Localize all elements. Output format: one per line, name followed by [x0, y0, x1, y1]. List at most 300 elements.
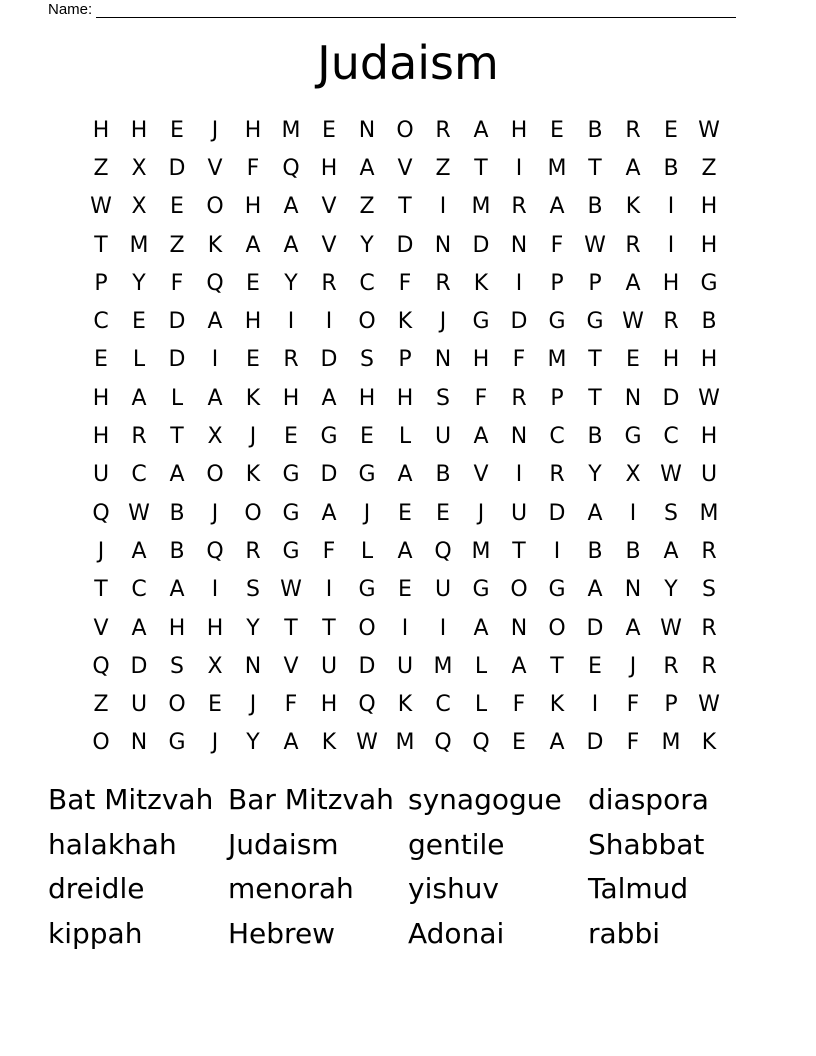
grid-letter: V: [207, 155, 223, 181]
grid-letter: W: [90, 194, 112, 220]
grid-letter: I: [325, 577, 333, 603]
grid-letter: N: [130, 730, 148, 756]
grid-letter: A: [207, 385, 223, 411]
grid-letter: V: [321, 194, 337, 220]
grid-letter: V: [283, 653, 299, 679]
grid-letter: X: [131, 155, 147, 181]
grid-letter: M: [281, 117, 301, 143]
grid-letter: M: [471, 538, 491, 564]
grid-letter: C: [131, 462, 147, 488]
word-bank-item: kippah: [48, 916, 143, 950]
grid-letter: O: [206, 194, 224, 220]
grid-letter: H: [358, 385, 376, 411]
grid-letter: H: [700, 232, 718, 258]
grid-letter: F: [626, 730, 640, 756]
grid-letter: H: [320, 155, 338, 181]
grid-letter: B: [435, 462, 451, 488]
grid-letter: I: [667, 232, 675, 258]
grid-letter: C: [131, 577, 147, 603]
grid-letter: B: [169, 500, 185, 526]
grid-letter: A: [587, 577, 603, 603]
grid-letter: A: [397, 462, 413, 488]
grid-letter: G: [358, 577, 376, 603]
grid-letter: O: [206, 462, 224, 488]
grid-letter: H: [244, 117, 262, 143]
grid-letter: N: [510, 424, 528, 450]
grid-letter: E: [246, 270, 260, 296]
grid-letter: J: [249, 692, 257, 718]
grid-letter: I: [325, 309, 333, 335]
grid-letter: R: [511, 194, 527, 220]
grid-letter: S: [246, 577, 260, 603]
grid-letter: T: [322, 615, 336, 641]
grid-letter: O: [244, 500, 262, 526]
grid-letter: P: [94, 270, 108, 296]
grid-letter: O: [358, 309, 376, 335]
grid-letter: W: [698, 385, 720, 411]
grid-letter: R: [131, 424, 147, 450]
grid-letter: Z: [701, 155, 717, 181]
grid-letter: W: [128, 500, 150, 526]
grid-letter: N: [434, 232, 452, 258]
grid-letter: Z: [359, 194, 375, 220]
grid-letter: H: [244, 194, 262, 220]
grid-letter: C: [549, 424, 565, 450]
grid-letter: O: [548, 615, 566, 641]
grid-letter: J: [249, 424, 257, 450]
grid-letter: W: [660, 615, 682, 641]
grid-letter: J: [97, 538, 105, 564]
grid-letter: G: [548, 309, 566, 335]
grid-letter: E: [246, 347, 260, 373]
grid-letter: D: [320, 347, 338, 373]
grid-letter: H: [92, 117, 110, 143]
grid-letter: U: [92, 462, 110, 488]
grid-letter: K: [397, 309, 413, 335]
grid-letter: U: [700, 462, 718, 488]
page-title: Judaism: [317, 36, 499, 90]
word-bank-item: dreidle: [48, 872, 145, 905]
grid-letter: A: [321, 500, 337, 526]
grid-letter: Q: [282, 155, 300, 181]
grid-letter: W: [356, 730, 378, 756]
grid-letter: P: [664, 692, 678, 718]
grid-letter: D: [130, 653, 148, 679]
grid-letter: I: [211, 347, 219, 373]
grid-letter: C: [359, 270, 375, 296]
grid-letter: H: [700, 424, 718, 450]
grid-letter: Y: [284, 270, 298, 296]
grid-letter: D: [320, 462, 338, 488]
grid-letter: A: [131, 538, 147, 564]
grid-letter: U: [396, 653, 414, 679]
grid-letter: R: [663, 653, 679, 679]
grid-letter: U: [510, 500, 528, 526]
grid-letter: A: [397, 538, 413, 564]
grid-letter: T: [550, 653, 564, 679]
grid-letter: T: [588, 385, 602, 411]
grid-letter: M: [433, 653, 453, 679]
grid-letter: A: [359, 155, 375, 181]
grid-letter: G: [472, 309, 490, 335]
grid-letter: M: [129, 232, 149, 258]
grid-letter: P: [550, 270, 564, 296]
grid-letter: A: [587, 500, 603, 526]
grid-letter: F: [626, 692, 640, 718]
grid-letter: D: [586, 730, 604, 756]
grid-letter: H: [320, 692, 338, 718]
name-blank-line: [96, 3, 736, 18]
grid-letter: T: [94, 577, 108, 603]
word-bank-item: Adonai: [408, 916, 505, 950]
grid-letter: D: [358, 653, 376, 679]
grid-letter: H: [92, 385, 110, 411]
grid-letter: A: [131, 385, 147, 411]
grid-letter: B: [663, 155, 679, 181]
grid-letter: T: [284, 615, 298, 641]
grid-letter: D: [168, 155, 186, 181]
grid-letter: D: [168, 309, 186, 335]
grid-letter: G: [548, 577, 566, 603]
grid-letter: K: [625, 194, 641, 220]
grid-letter: O: [358, 615, 376, 641]
grid-letter: E: [588, 653, 602, 679]
grid-letter: U: [434, 577, 452, 603]
grid-letter: I: [667, 194, 675, 220]
grid-letter: A: [169, 462, 185, 488]
grid-letter: A: [549, 730, 565, 756]
word-bank-item: diaspora: [588, 783, 709, 816]
grid-letter: E: [284, 424, 298, 450]
word-bank-item: Judaism: [228, 827, 339, 861]
grid-letter: I: [515, 462, 523, 488]
grid-letter: B: [587, 194, 603, 220]
word-bank-item: Talmud: [588, 872, 689, 905]
grid-letter: N: [510, 615, 528, 641]
grid-letter: H: [130, 117, 148, 143]
grid-letter: T: [588, 155, 602, 181]
grid-letter: H: [282, 385, 300, 411]
name-label: Name:: [48, 1, 93, 18]
grid-letter: F: [170, 270, 184, 296]
grid-letter: E: [512, 730, 526, 756]
grid-letter: D: [662, 385, 680, 411]
grid-letter: E: [398, 500, 412, 526]
grid-letter: J: [211, 117, 219, 143]
grid-letter: W: [660, 462, 682, 488]
grid-letter: K: [245, 462, 261, 488]
grid-letter: R: [245, 538, 261, 564]
grid-letter: A: [663, 538, 679, 564]
grid-letter: V: [321, 232, 337, 258]
grid-letter: P: [398, 347, 412, 373]
grid-letter: I: [439, 194, 447, 220]
grid-letter: Y: [246, 615, 260, 641]
grid-letter: R: [283, 347, 299, 373]
grid-letter: A: [207, 309, 223, 335]
grid-letter: G: [168, 730, 186, 756]
grid-letter: I: [287, 309, 295, 335]
grid-letter: W: [280, 577, 302, 603]
grid-letter: T: [170, 424, 184, 450]
grid-letter: F: [284, 692, 298, 718]
grid-letter: E: [436, 500, 450, 526]
grid-letter: R: [435, 270, 451, 296]
grid-letter: I: [401, 615, 409, 641]
grid-letter: N: [358, 117, 376, 143]
grid-letter: E: [398, 577, 412, 603]
grid-letter: A: [283, 730, 299, 756]
grid-letter: T: [474, 155, 488, 181]
grid-letter: R: [625, 117, 641, 143]
grid-letter: Q: [206, 270, 224, 296]
grid-letter: Q: [92, 653, 110, 679]
grid-letter: I: [591, 692, 599, 718]
grid-letter: R: [321, 270, 337, 296]
grid-letter: U: [320, 653, 338, 679]
grid-letter: L: [474, 692, 488, 718]
grid-letter: J: [439, 309, 447, 335]
grid-letter: Z: [435, 155, 451, 181]
grid-letter: H: [662, 347, 680, 373]
word-bank-item: gentile: [408, 827, 505, 861]
grid-letter: V: [473, 462, 489, 488]
grid-letter: R: [701, 653, 717, 679]
grid-letter: A: [245, 232, 261, 258]
grid-letter: K: [549, 692, 565, 718]
grid-letter: R: [511, 385, 527, 411]
grid-letter: L: [398, 424, 412, 450]
grid-letter: Y: [246, 730, 260, 756]
grid-letter: D: [472, 232, 490, 258]
grid-letter: D: [168, 347, 186, 373]
grid-letter: Z: [169, 232, 185, 258]
grid-letter: C: [93, 309, 109, 335]
grid-letter: N: [624, 385, 642, 411]
grid-letter: L: [474, 653, 488, 679]
grid-letter: M: [699, 500, 719, 526]
grid-letter: A: [283, 194, 299, 220]
grid-letter: H: [244, 309, 262, 335]
grid-letter: C: [663, 424, 679, 450]
grid-letter: E: [208, 692, 222, 718]
grid-letter: Q: [358, 692, 376, 718]
grid-letter: D: [586, 615, 604, 641]
grid-letter: A: [131, 615, 147, 641]
grid-letter: P: [588, 270, 602, 296]
grid-letter: E: [132, 309, 146, 335]
grid-letter: R: [549, 462, 565, 488]
grid-letter: R: [663, 309, 679, 335]
grid-letter: R: [625, 232, 641, 258]
grid-letter: K: [701, 730, 717, 756]
grid-letter: W: [698, 692, 720, 718]
grid-letter: A: [625, 615, 641, 641]
grid-letter: E: [170, 194, 184, 220]
grid-letter: V: [93, 615, 109, 641]
grid-letter: B: [587, 424, 603, 450]
grid-letter: G: [700, 270, 718, 296]
grid-letter: A: [473, 117, 489, 143]
grid-letter: K: [207, 232, 223, 258]
grid-letter: H: [700, 347, 718, 373]
grid-letter: Y: [132, 270, 146, 296]
word-bank-item: menorah: [228, 872, 354, 905]
grid-letter: B: [587, 538, 603, 564]
word-bank-item: Bat Mitzvah: [48, 783, 214, 816]
grid-letter: I: [629, 500, 637, 526]
grid-letter: A: [321, 385, 337, 411]
grid-letter: G: [472, 577, 490, 603]
grid-letter: X: [131, 194, 147, 220]
grid-letter: M: [471, 194, 491, 220]
grid-letter: M: [661, 730, 681, 756]
grid-letter: K: [473, 270, 489, 296]
grid-letter: Y: [664, 577, 678, 603]
grid-letter: G: [624, 424, 642, 450]
grid-letter: Q: [472, 730, 490, 756]
word-bank-item: rabbi: [588, 916, 660, 950]
grid-letter: X: [207, 653, 223, 679]
grid-letter: E: [360, 424, 374, 450]
grid-letter: D: [510, 309, 528, 335]
grid-letter: H: [206, 615, 224, 641]
grid-letter: H: [168, 615, 186, 641]
grid-letter: F: [550, 232, 564, 258]
grid-letter: A: [473, 615, 489, 641]
grid-letter: E: [550, 117, 564, 143]
grid-letter: F: [398, 270, 412, 296]
grid-letter: F: [474, 385, 488, 411]
grid-letter: K: [397, 692, 413, 718]
grid-letter: W: [622, 309, 644, 335]
grid-letter: U: [434, 424, 452, 450]
grid-letter: G: [282, 462, 300, 488]
name-field: [48, 0, 736, 18]
grid-letter: O: [510, 577, 528, 603]
grid-letter: L: [170, 385, 184, 411]
grid-letter: H: [92, 424, 110, 450]
grid-letter: A: [625, 270, 641, 296]
grid-letter: O: [168, 692, 186, 718]
word-bank: [48, 778, 768, 956]
grid-letter: E: [664, 117, 678, 143]
grid-letter: N: [434, 347, 452, 373]
grid-letter: F: [246, 155, 260, 181]
letter-grid: [82, 111, 728, 762]
grid-letter: M: [547, 347, 567, 373]
grid-letter: G: [586, 309, 604, 335]
grid-letter: G: [358, 462, 376, 488]
grid-letter: Y: [360, 232, 374, 258]
grid-letter: Q: [434, 538, 452, 564]
word-bank-item: Hebrew: [228, 916, 336, 950]
grid-letter: E: [626, 347, 640, 373]
grid-letter: A: [549, 194, 565, 220]
grid-letter: A: [169, 577, 185, 603]
grid-letter: W: [584, 232, 606, 258]
grid-letter: T: [94, 232, 108, 258]
grid-letter: E: [322, 117, 336, 143]
grid-letter: K: [321, 730, 337, 756]
grid-letter: J: [211, 500, 219, 526]
grid-letter: L: [360, 538, 374, 564]
grid-letter: I: [515, 270, 523, 296]
grid-letter: J: [211, 730, 219, 756]
grid-letter: I: [515, 155, 523, 181]
grid-letter: B: [701, 309, 717, 335]
grid-letter: S: [664, 500, 678, 526]
grid-letter: O: [396, 117, 414, 143]
grid-letter: R: [701, 615, 717, 641]
grid-letter: B: [587, 117, 603, 143]
grid-letter: W: [698, 117, 720, 143]
grid-letter: F: [322, 538, 336, 564]
grid-letter: S: [170, 653, 184, 679]
grid-letter: H: [662, 270, 680, 296]
grid-letter: N: [510, 232, 528, 258]
word-bank-item: synagogue: [408, 783, 562, 816]
grid-letter: K: [245, 385, 261, 411]
grid-letter: H: [396, 385, 414, 411]
grid-letter: V: [397, 155, 413, 181]
grid-letter: G: [282, 538, 300, 564]
grid-letter: Q: [92, 500, 110, 526]
grid-letter: Z: [93, 692, 109, 718]
grid-letter: B: [169, 538, 185, 564]
grid-letter: Q: [434, 730, 452, 756]
grid-letter: H: [510, 117, 528, 143]
grid-letter: Q: [206, 538, 224, 564]
grid-letter: M: [547, 155, 567, 181]
grid-letter: A: [473, 424, 489, 450]
grid-letter: D: [548, 500, 566, 526]
grid-letter: T: [398, 194, 412, 220]
grid-letter: D: [396, 232, 414, 258]
grid-letter: Z: [93, 155, 109, 181]
grid-letter: G: [282, 500, 300, 526]
word-bank-item: Bar Mitzvah: [228, 783, 394, 816]
grid-letter: R: [435, 117, 451, 143]
grid-letter: S: [360, 347, 374, 373]
grid-letter: S: [702, 577, 716, 603]
grid-letter: R: [701, 538, 717, 564]
grid-letter: A: [511, 653, 527, 679]
grid-letter: Y: [588, 462, 602, 488]
word-bank-item: halakhah: [48, 827, 177, 861]
grid-letter: F: [512, 692, 526, 718]
grid-letter: E: [170, 117, 184, 143]
grid-letter: A: [625, 155, 641, 181]
grid-letter: A: [283, 232, 299, 258]
grid-letter: H: [700, 194, 718, 220]
grid-letter: T: [588, 347, 602, 373]
grid-letter: I: [439, 615, 447, 641]
grid-letter: I: [211, 577, 219, 603]
grid-letter: J: [629, 653, 637, 679]
grid-letter: H: [472, 347, 490, 373]
grid-letter: X: [207, 424, 223, 450]
grid-letter: I: [553, 538, 561, 564]
grid-letter: X: [625, 462, 641, 488]
grid-letter: S: [436, 385, 450, 411]
grid-letter: J: [477, 500, 485, 526]
grid-letter: U: [130, 692, 148, 718]
grid-letter: M: [395, 730, 415, 756]
grid-letter: L: [132, 347, 146, 373]
grid-letter: T: [512, 538, 526, 564]
grid-letter: J: [363, 500, 371, 526]
